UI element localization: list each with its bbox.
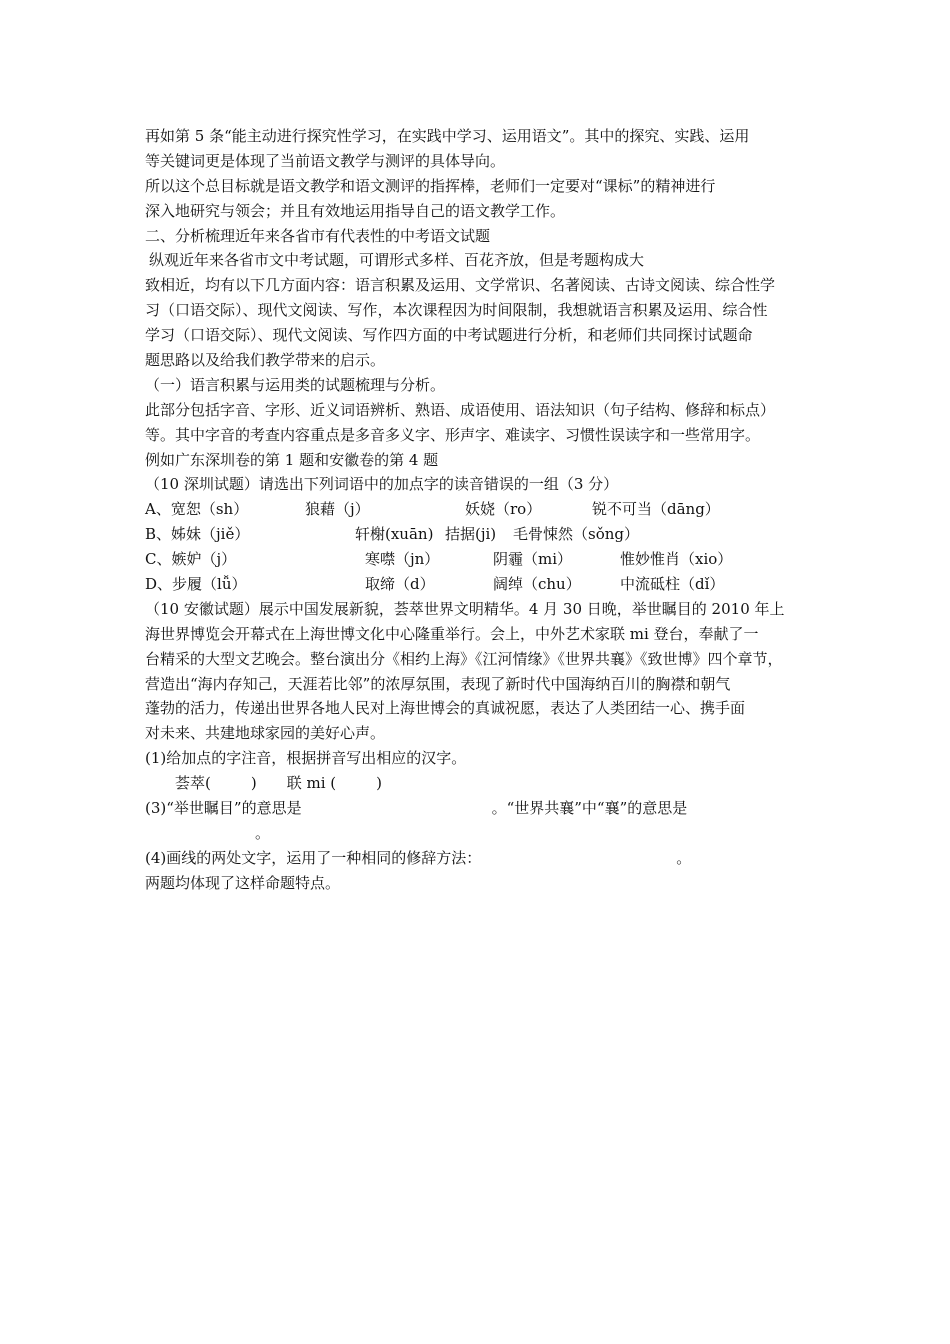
option-term: 阔绰（chu） [493, 575, 581, 594]
question-1-blanks [145, 771, 815, 796]
option-term: 惟妙惟肖（xio） [620, 550, 733, 569]
question-text: 。“世界共襄”中“襄”的意思是 [491, 799, 688, 818]
text-line: 营造出“海内存知己，天涯若比邻”的浓厚氛围，表现了新时代中国海纳百川的胸襟和朝气 [145, 674, 731, 693]
option-term: 中流砥柱（dǐ） [620, 575, 725, 594]
text-line: 再如第 5 条“能主动进行探究性学习，在实践中学习、运用语文”。其中的探究、实践、运用 [145, 127, 750, 145]
text-line: 蓬勃的活力，传递出世界各地人民对上海世博会的真诚祝愿，表达了人类团结一心、携手面 [145, 699, 746, 718]
blank-label: 联 mi ( [286, 774, 337, 793]
option-term: A、宽恕（sh） [145, 500, 249, 519]
option-term: 锐不可当（dāng） [592, 500, 720, 519]
question-text: (3)“举世瞩目”的意思是 [145, 799, 302, 818]
option-d [145, 572, 815, 597]
section-heading: 二、分析梳理近年来各省市有代表性的中考语文试题 [145, 226, 491, 245]
question-3-cont [145, 821, 815, 846]
option-term: 妖娆（ro） [465, 500, 542, 519]
question-4 [145, 846, 815, 871]
text-line: 对未来、共建地球家园的美好心声。 [145, 724, 386, 743]
text-line: 题思路以及给我们教学带来的启示。 [145, 351, 386, 370]
question-stem: （10 深圳试题）请选出下列词语中的加点字的读音错误的一组（3 分） [145, 475, 619, 494]
text-line: 深入地研究与领会；并且有效地运用指导自己的语文教学工作。 [145, 201, 566, 220]
blank-close: ) [376, 774, 382, 793]
text-line: 纵观近年来各省市文中考试题，可谓形式多样、百花齐放，但是考题构成大 [149, 251, 645, 270]
text-line: 海世界博览会开幕式在上海世博文化中心隆重举行。会上，中外艺术家联 mi 登台，奉献了一 [145, 624, 759, 643]
text-line: 学习（口语交际）、现代文阅读、写作四方面的中考试题进行分析，和老师们共同探讨试题命 [145, 326, 753, 345]
text-line: 等。其中字音的考查内容重点是多音多义字、形声字、难读字、习惯性误读字和一些常用字。 [145, 425, 761, 444]
question-text: 。 [255, 823, 271, 842]
option-b [145, 522, 815, 547]
text-line: 致相近，均有以下几方面内容：语言积累及运用、文学常识、名著阅读、古诗文阅读、综合性学 [145, 276, 776, 295]
text-line: 此部分包括字音、字形、近义词语辨析、熟语、成语使用、语法知识（句子结构、修辞和标点） [145, 400, 776, 419]
option-term: 毛骨悚然（sǒng） [513, 525, 639, 544]
option-a [145, 497, 815, 522]
question-text: 。 [676, 848, 692, 867]
option-term: B、姊妹（jiě） [145, 525, 250, 544]
text-line: 例如广东深圳卷的第 1 题和安徽卷的第 4 题 [145, 450, 439, 469]
question-1: (1)给加点的字注音，根据拼音写出相应的汉字。 [145, 749, 467, 768]
text-line: 习（口语交际）、现代文阅读、写作，本次课程因为时间限制，我想就语言积累及运用、综合性 [145, 301, 768, 320]
option-term: 拮据(ji) [445, 525, 497, 544]
text-line: 等关键词更是体现了当前语文教学与测评的具体导向。 [145, 151, 506, 170]
text-line: 所以这个总目标就是语文教学和语文测评的指挥棒，老师们一定要对“课标”的精神进行 [145, 176, 716, 195]
option-c [145, 547, 815, 572]
subsection-heading: （一）语言积累与运用类的试题梳理与分析。 [145, 375, 446, 394]
question-3 [145, 796, 815, 821]
option-term: 轩榭(xuān) [355, 525, 434, 544]
text-line: 台精采的大型文艺晚会。整台演出分《相约上海》《江河情缘》《世界共襄》《致世博》四个章节， [145, 649, 783, 668]
option-term: 取缔（d） [365, 575, 435, 594]
text-line: （10 安徽试题）展示中国发展新貌，荟萃世界文明精华。4 月 30 日晚，举世瞩目的 2010 年上 [145, 599, 785, 618]
option-term: 狼藉（j） [305, 500, 370, 519]
option-term: 阴霾（mi） [493, 550, 573, 569]
blank-close: ) [250, 774, 257, 793]
option-term: C、嫉妒（j） [145, 550, 237, 569]
option-term: 寒噤（jn） [365, 550, 440, 569]
option-term: D、步履（lǚ） [145, 575, 247, 594]
document-body [145, 124, 815, 896]
closing-line: 两题均体现了这样命题特点。 [145, 873, 341, 892]
question-text: (4)画线的两处文字，运用了一种相同的修辞方法： [145, 848, 482, 867]
blank-label: 荟萃( [175, 774, 211, 793]
